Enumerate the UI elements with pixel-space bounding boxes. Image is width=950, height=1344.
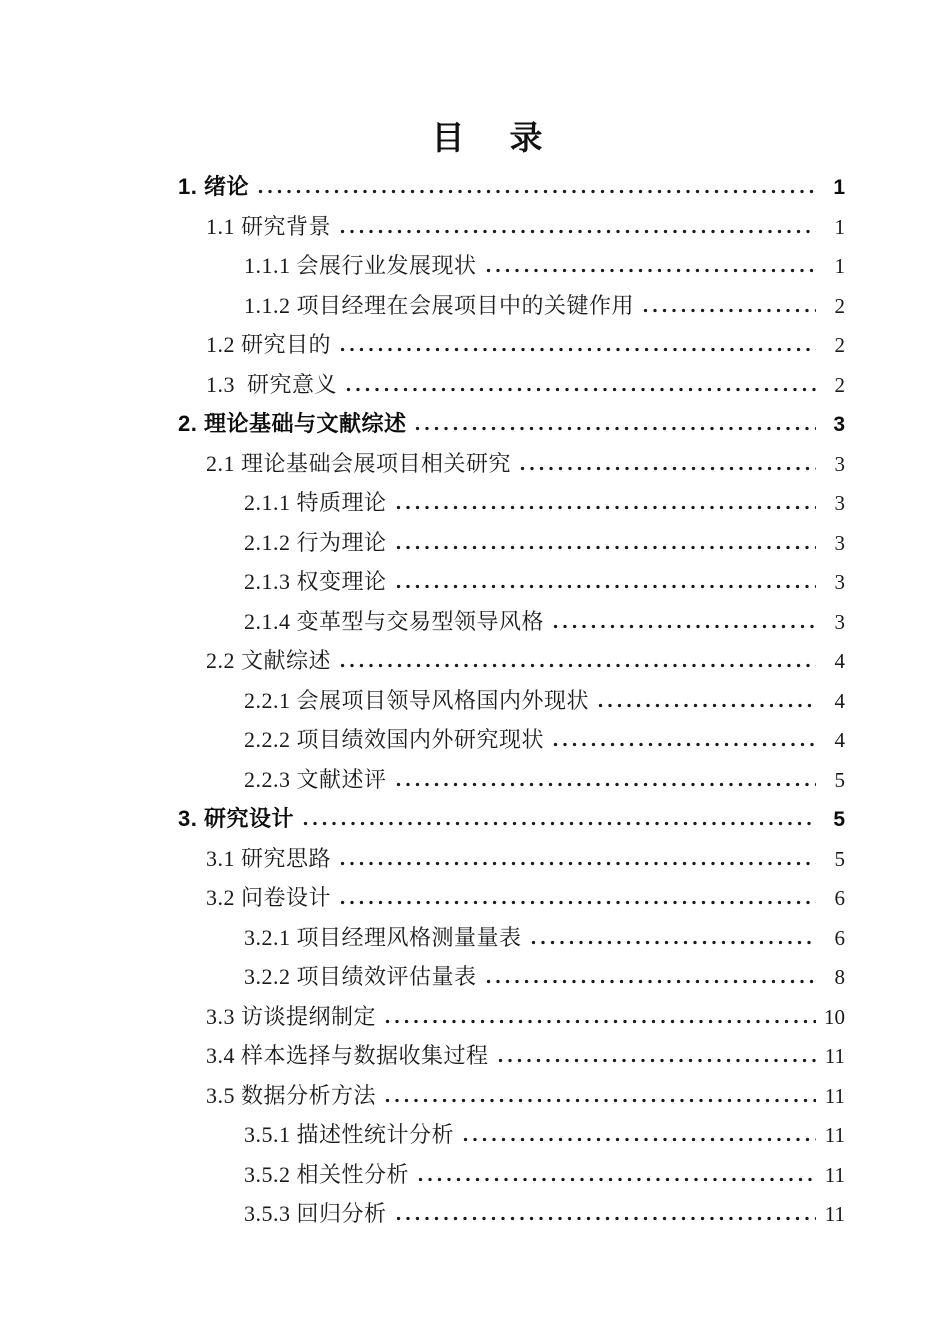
toc-entry — [178, 1115, 845, 1155]
toc-entry-page: 4 — [834, 688, 845, 713]
toc-entry — [178, 1036, 845, 1076]
toc-entry-page: 2 — [834, 333, 845, 357]
toc-entry-page: 4 — [834, 728, 845, 752]
toc-entry — [178, 918, 845, 958]
toc-entry-label: 3.5.2 相关性分析 — [244, 1161, 410, 1187]
toc-entry-page: 3 — [834, 609, 845, 634]
toc-entry-page: 5 — [834, 767, 845, 792]
dot-leader-icon — [338, 861, 816, 866]
dot-leader-icon — [484, 979, 816, 984]
toc-entry — [178, 997, 845, 1037]
toc-entry — [178, 562, 845, 602]
toc-entry — [178, 878, 845, 918]
toc-entry — [178, 523, 845, 563]
toc-entry-label: 2.1.2 行为理论 — [244, 529, 387, 555]
toc-entry-label: 3.4 样本选择与数据收集过程 — [206, 1043, 489, 1068]
dot-leader-icon — [338, 347, 816, 352]
toc-entry-page: 11 — [824, 1044, 845, 1068]
toc-entry-page: 5 — [834, 846, 845, 871]
toc-entry-page: 11 — [824, 1162, 845, 1187]
toc-entry-page: 3 — [834, 570, 845, 594]
dot-leader-icon — [394, 1216, 816, 1221]
toc-entry-page: 3 — [833, 413, 845, 436]
dot-leader-icon — [394, 505, 816, 510]
toc-entry-label: 3.2 问卷设计 — [206, 885, 332, 910]
dot-leader-icon — [461, 1137, 816, 1142]
toc-entry-page: 3 — [834, 451, 845, 476]
toc-entry — [178, 365, 845, 405]
toc-entry-label: 2.2 文献综述 — [206, 648, 332, 673]
toc-entry-label: 3.5.1 描述性统计分析 — [244, 1122, 455, 1147]
toc-entry-label: 2.1.3 权变理论 — [244, 569, 387, 594]
toc-entry-label: 2.1.4 变革型与交易型领导风格 — [244, 608, 545, 634]
dot-leader-icon — [338, 900, 816, 905]
dot-leader-icon — [344, 387, 816, 392]
dot-leader-icon — [338, 663, 816, 668]
toc-entry-label: 3. 研究设计 — [178, 806, 294, 831]
toc-entry-page: 11 — [824, 1083, 845, 1108]
toc-entry-label: 2. 理论基础与文献综述 — [178, 411, 407, 436]
toc-entry — [178, 720, 845, 760]
toc-entry-page: 3 — [834, 530, 845, 555]
toc-entry — [178, 681, 845, 721]
dot-leader-icon — [641, 308, 816, 313]
toc-entry-page: 3 — [834, 491, 845, 515]
dot-leader-icon — [518, 466, 816, 471]
toc-entry-label: 1. 绪论 — [178, 174, 249, 199]
toc-entry-page: 5 — [833, 808, 845, 831]
dot-leader-icon — [394, 782, 816, 787]
dot-leader-icon — [551, 742, 816, 747]
toc-entry-label: 1.1.1 会展行业发展现状 — [244, 253, 477, 278]
toc-entry-page: 6 — [834, 886, 845, 910]
toc-entry — [178, 957, 845, 997]
toc-entry — [178, 286, 845, 326]
dot-leader-icon — [413, 426, 816, 431]
dot-leader-icon — [484, 268, 816, 273]
toc-entry-label: 1.2 研究目的 — [206, 332, 332, 357]
dot-leader-icon — [496, 1058, 816, 1063]
toc-entry-label: 1.1 研究背景 — [206, 213, 332, 239]
toc-entry-label: 2.1.1 特质理论 — [244, 490, 387, 515]
dot-leader-icon — [383, 1019, 816, 1024]
toc-entry-label: 1.1.2 项目经理在会展项目中的关键作用 — [244, 292, 635, 318]
dot-leader-icon — [394, 545, 816, 550]
toc-entry-page: 6 — [834, 925, 845, 950]
toc-entry — [178, 404, 845, 444]
toc-entry-label: 2.2.3 文献述评 — [244, 766, 387, 792]
toc-entry-label: 3.3 访谈提纲制定 — [206, 1003, 377, 1029]
toc-entry-page: 1 — [834, 214, 845, 239]
toc-entry — [178, 1076, 845, 1116]
toc-entry-label: 3.2.1 项目经理风格测量量表 — [244, 924, 522, 950]
toc-entry-label: 2.2.1 会展项目领导风格国内外现状 — [244, 687, 590, 713]
toc-entry-label: 3.5.3 回归分析 — [244, 1201, 387, 1226]
dot-leader-icon — [338, 229, 816, 234]
toc-entry — [178, 1155, 845, 1195]
toc-entry — [178, 246, 845, 286]
dot-leader-icon — [394, 584, 816, 589]
toc-entry — [178, 167, 845, 207]
toc-entry — [178, 602, 845, 642]
toc-entry-page: 11 — [824, 1202, 845, 1226]
toc-entry-page: 11 — [824, 1123, 845, 1147]
toc-entry-page: 2 — [834, 293, 845, 318]
toc-entry-page: 2 — [834, 372, 845, 397]
dot-leader-icon — [256, 189, 816, 194]
toc-list — [178, 167, 845, 1234]
toc-entry — [178, 1194, 845, 1234]
toc-entry — [178, 799, 845, 839]
toc-entry-label: 3.2.2 项目绩效评估量表 — [244, 964, 477, 989]
toc-entry-label: 2.2.2 项目绩效国内外研究现状 — [244, 727, 545, 752]
toc-entry — [178, 760, 845, 800]
dot-leader-icon — [301, 821, 816, 826]
toc-entry-page: 1 — [834, 254, 845, 278]
toc-entry-label: 1.3 研究意义 — [206, 371, 338, 397]
dot-leader-icon — [416, 1177, 816, 1182]
toc-entry — [178, 641, 845, 681]
toc-entry — [178, 444, 845, 484]
toc-entry — [178, 207, 845, 247]
toc-entry-label: 2.1 理论基础会展项目相关研究 — [206, 450, 512, 476]
toc-entry — [178, 483, 845, 523]
toc-entry-page: 1 — [833, 176, 845, 199]
toc-entry-page: 4 — [834, 649, 845, 673]
toc-entry-page: 8 — [834, 965, 845, 989]
toc-entry — [178, 839, 845, 879]
dot-leader-icon — [383, 1098, 816, 1103]
toc-entry-page: 10 — [824, 1004, 845, 1029]
toc-entry-label: 3.5 数据分析方法 — [206, 1082, 377, 1108]
toc-entry — [178, 325, 845, 365]
page-title: 目 录 — [431, 121, 549, 157]
dot-leader-icon — [529, 940, 816, 945]
toc-entry-label: 3.1 研究思路 — [206, 845, 332, 871]
dot-leader-icon — [551, 624, 816, 629]
dot-leader-icon — [596, 703, 816, 708]
